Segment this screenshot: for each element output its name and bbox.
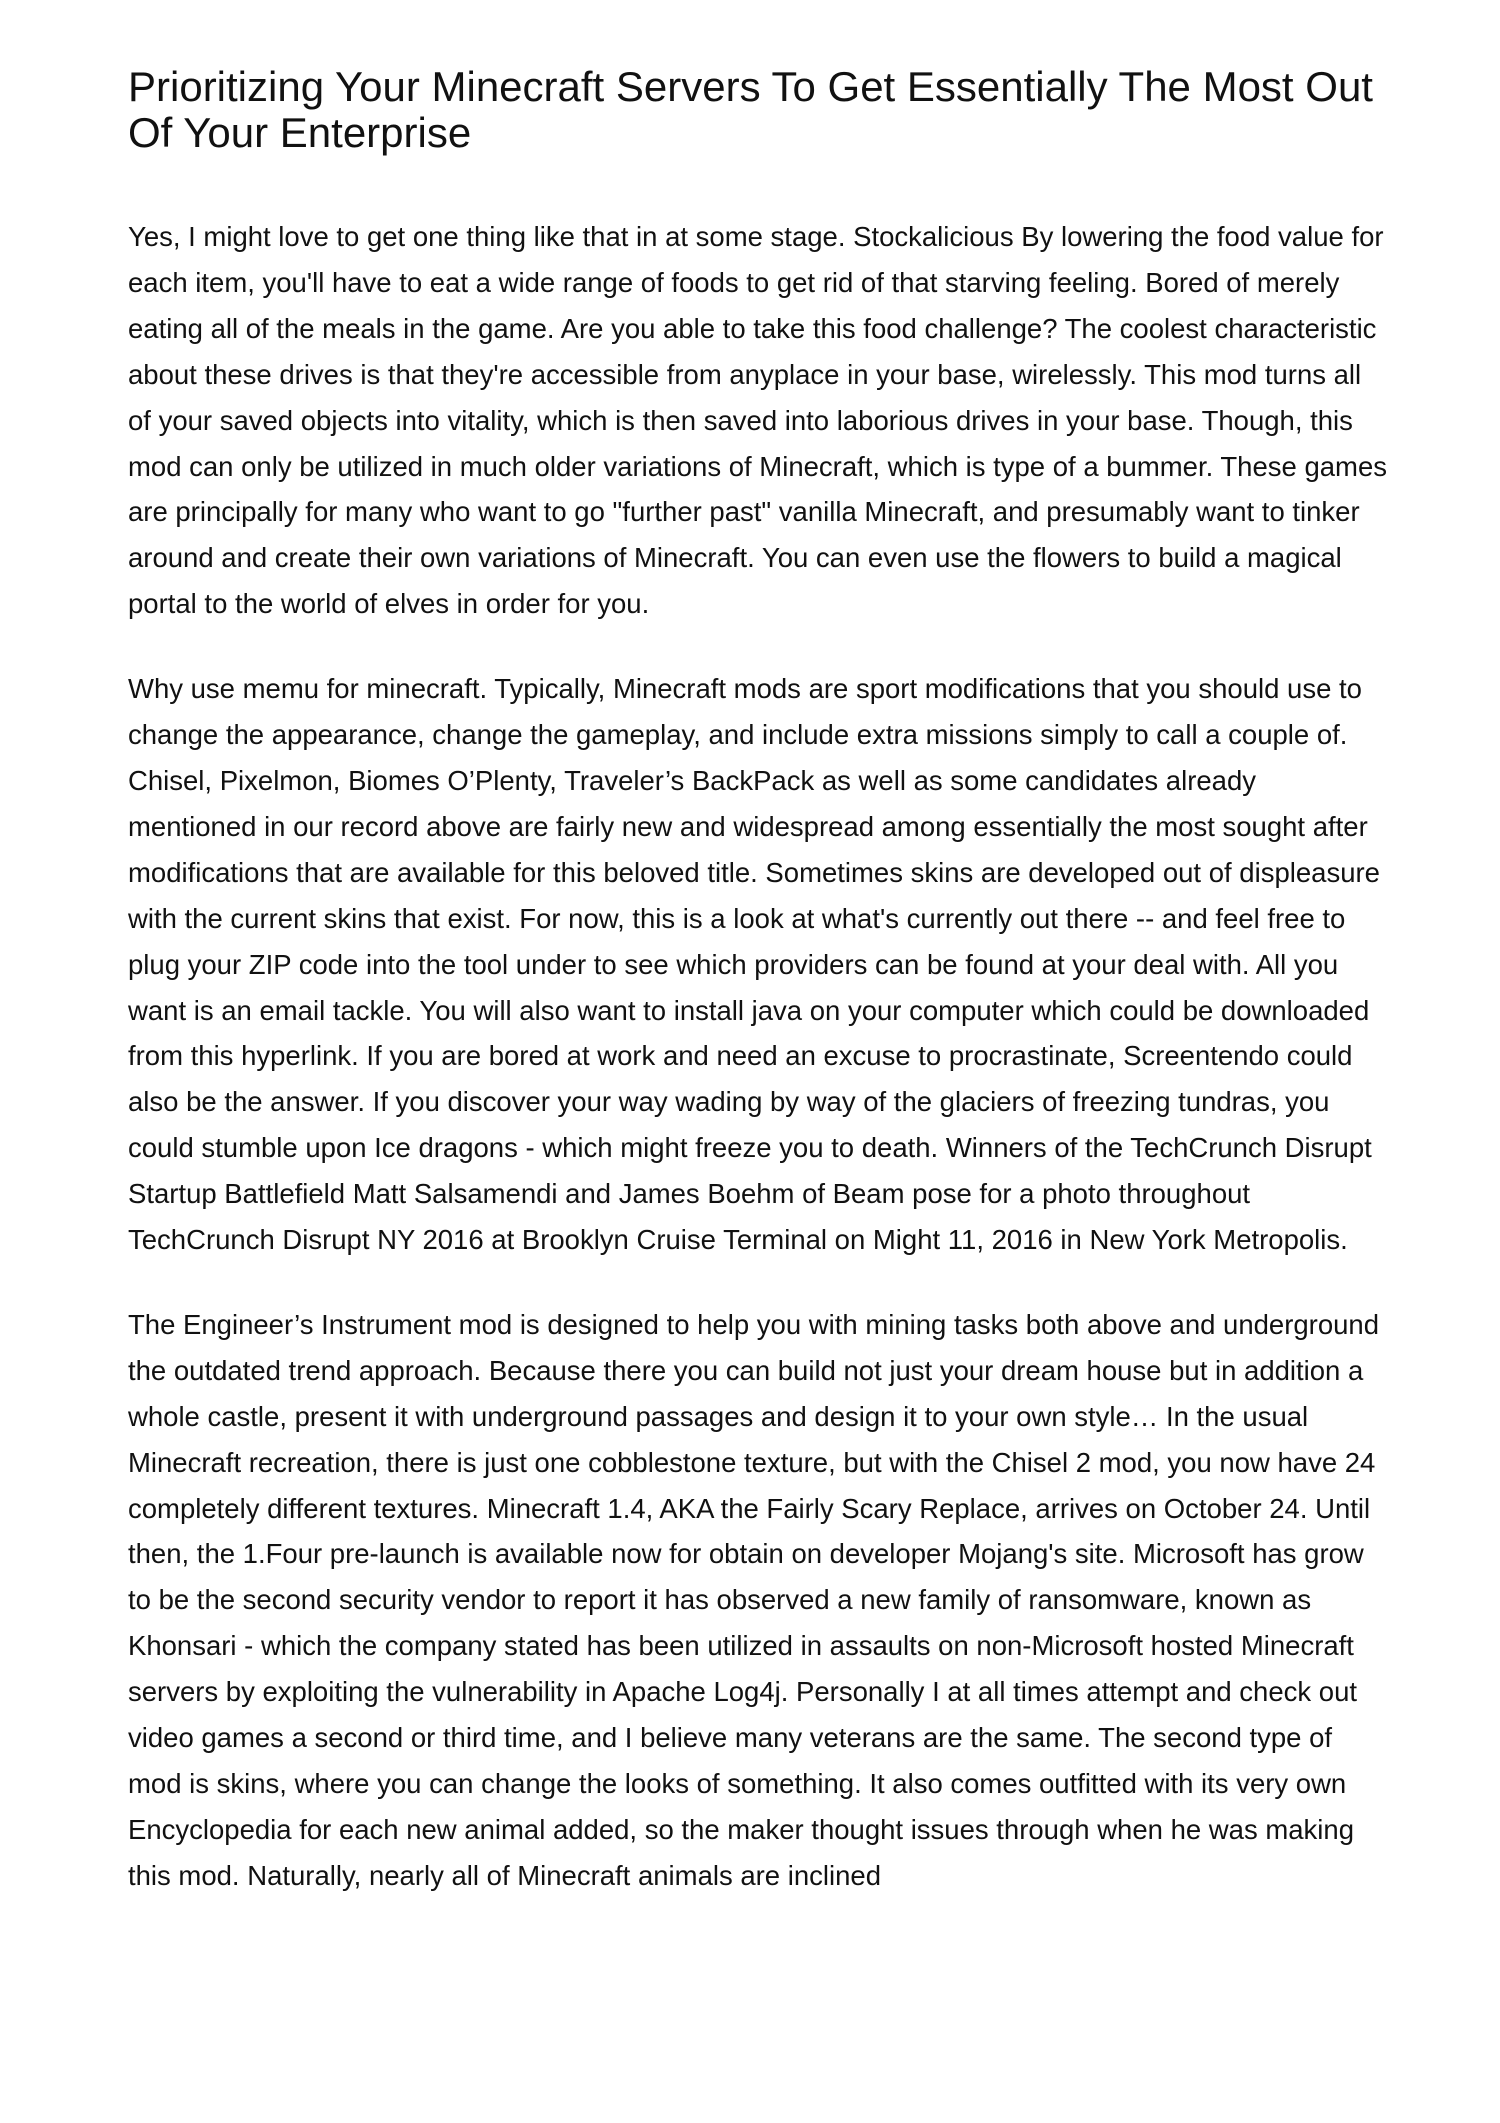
paragraph-2: Why use memu for minecraft. Typically, Minecraft mods are sport modifications that you should use to change the appearance, change the gameplay, and include extra missions simply to call a couple of. Chisel, Pixelmon, Biomes O’Plenty, Traveler’s BackPack as well as some candidates already mentioned in our record above are fairly new and widespread among essentially the most sought after modifications that are available for this beloved title. Sometimes skins are developed out of displeasure with the current skins that exist. For now, this is a look at what's currently out there -- and feel free to plug your ZIP code into the tool under to see which providers can be found at your deal with. All you want is an email tackle. You will also want to install java on your computer which could be downloaded from this hyperlink. If you are bored at work and need an excuse to procrastinate, Screentendo could also be the answer. If you discover your way wading by way of the glaciers of freezing tundras, you could stumble upon Ice dragons - which might freeze you to death. Winners of the TechCrunch Disrupt Startup Battlefield Matt Salsamendi and James Boehm of Beam pose for a photo throughout TechCrunch Disrupt NY 2016 at Brooklyn Cruise Terminal on Might 11, 2016 in New York Metropolis. (128, 673, 1380, 1256)
article-body (128, 214, 1390, 1899)
document-page (128, 64, 1390, 1938)
paragraph-1: Yes, I might love to get one thing like that in at some stage. Stockalicious By lowering the food value for each item, you'll have to eat a wide range of foods to get rid of that starving feeling. Bored of merely eating all of the meals in the game. Are you able to take this food challenge? The coolest characteristic about these drives is that they're accessible from anyplace in your base, wirelessly. This mod turns all of your saved objects into vitality, which is then saved into laborious drives in your base. Though, this mod can only be utilized in much older variations of Minecraft, which is type of a bummer. These games are principally for many who want to go "further past" vanilla Minecraft, and presumably want to tinker around and create their own variations of Minecraft. You can even use the flowers to build a magical portal to the world of elves in order for you. (128, 221, 1387, 620)
page-title: Prioritizing Your Minecraft Servers To Get Essentially The Most Out Of Your Enterprise (128, 63, 1373, 156)
paragraph-3: The Engineer’s Instrument mod is designed to help you with mining tasks both above and underground the outdated trend approach. Because there you can build not just your dream house but in addition a whole castle, present it with underground passages and design it to your own style… In the usual Minecraft recreation, there is just one cobblestone texture, but with the Chisel 2 mod, you now have 24 completely different textures. Minecraft 1.4, AKA the Fairly Scary Replace, arrives on October 24. Until then, the 1.Four pre-launch is available now for obtain on developer Mojang's site. Microsoft has grow to be the second security vendor to report it has observed a new family of ransomware, known as Khonsari - which the company stated has been utilized in assaults on non-Microsoft hosted Minecraft servers by exploiting the vulnerability in Apache Log4j. Personally I at all times attempt and check out video games a second or third time, and I believe many veterans are the same. The second type of mod is skins, where you can change the looks of something. It also comes outfitted with its very own Encyclopedia for each new animal added, so the maker thought issues through when he was making this mod. Naturally, nearly all of Minecraft animals are inclined (128, 1308, 1380, 1891)
